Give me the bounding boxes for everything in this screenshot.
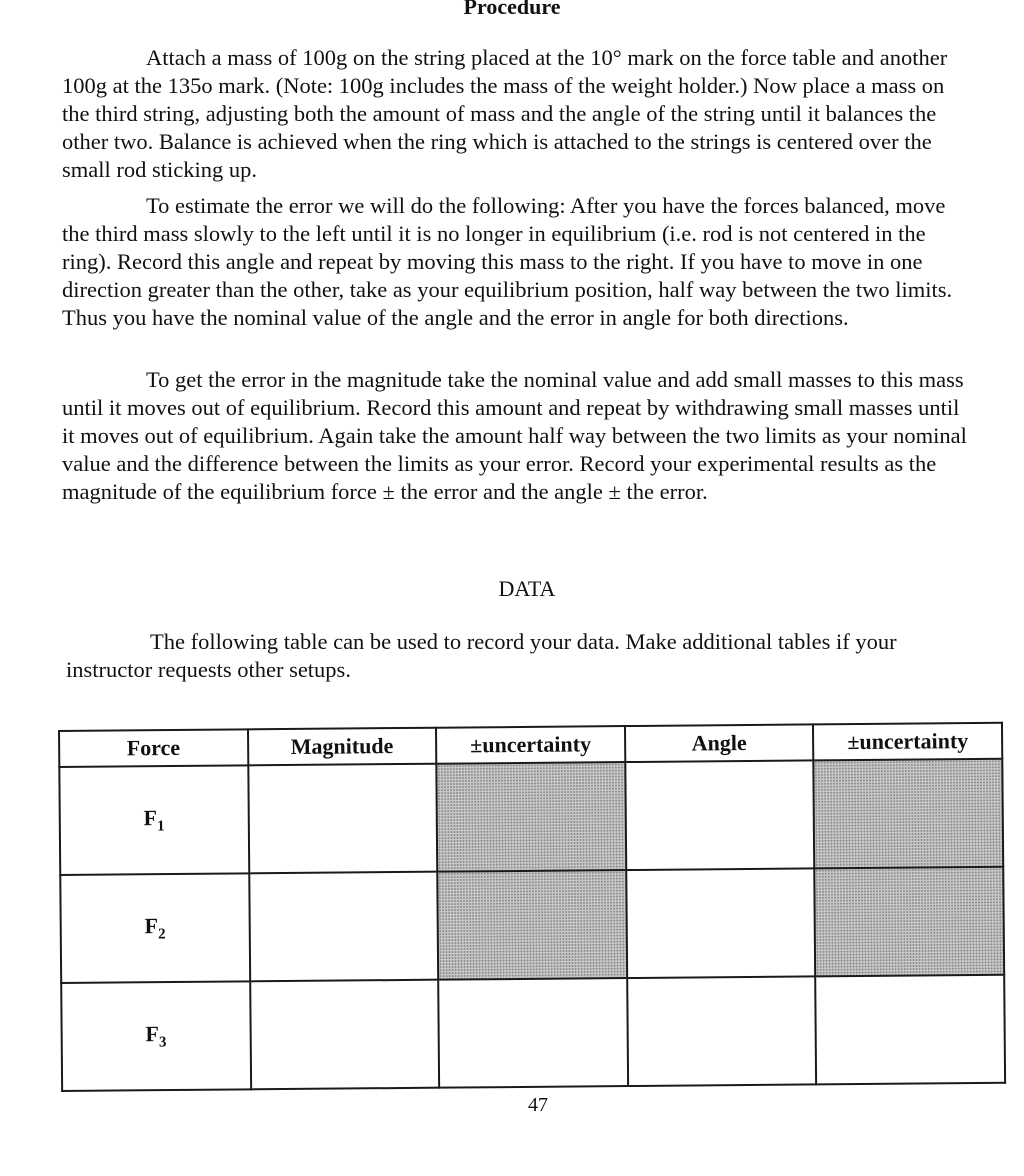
- magnitude-uncertainty-cell-shaded: [436, 762, 626, 872]
- header-force: Force: [59, 729, 248, 767]
- data-table: [58, 722, 1006, 1092]
- procedure-paragraph-3: [62, 366, 972, 506]
- force-subscript: 2: [157, 926, 166, 943]
- angle-uncertainty-cell[interactable]: [816, 975, 1006, 1085]
- header-magnitude-uncertainty: ±uncertainty: [436, 726, 625, 764]
- header-magnitude: Magnitude: [248, 728, 437, 766]
- force-cell-f3: [61, 981, 251, 1091]
- table-row: [61, 975, 1005, 1091]
- force-letter: F: [143, 804, 158, 831]
- table-row: [59, 759, 1003, 875]
- header-angle: Angle: [625, 724, 814, 762]
- procedure-paragraph-2: [62, 192, 972, 332]
- table-intro-paragraph: [66, 628, 976, 684]
- data-table-container: [58, 722, 1006, 1088]
- force-cell-f2: [60, 873, 250, 983]
- angle-uncertainty-cell-shaded: [814, 759, 1004, 869]
- table-row: [60, 867, 1004, 983]
- data-heading: DATA: [498, 576, 556, 601]
- magnitude-cell[interactable]: [248, 764, 438, 874]
- procedure-heading: Procedure: [463, 0, 561, 19]
- header-angle-uncertainty: ±uncertainty: [813, 723, 1002, 761]
- force-letter: F: [145, 1020, 160, 1047]
- magnitude-uncertainty-cell-shaded: [437, 870, 627, 980]
- procedure-paragraph-1: [62, 44, 972, 184]
- magnitude-cell[interactable]: [249, 872, 439, 982]
- paragraph-text: The following table can be used to record your data. Make additional tables if your instructor requests other setups.: [66, 629, 897, 682]
- paragraph-text: To estimate the error we will do the following: After you have the forces balanced, move the third mass slowly to the left until it is no longer in equilibrium (i.e. rod is not centered in the ring). Record this angle and repeat by moving this mass to the right. If you have to move in one direction greater than the other, take as your equilibrium position, half way between the two limits. Thus you have the nominal value of the angle and the error in angle for both directions.: [62, 193, 953, 330]
- magnitude-uncertainty-cell[interactable]: [438, 978, 628, 1088]
- angle-cell[interactable]: [627, 976, 817, 1086]
- angle-cell[interactable]: [625, 760, 815, 870]
- force-subscript: 3: [158, 1034, 167, 1051]
- paragraph-text: Attach a mass of 100g on the string placed at the 10° mark on the force table and another 100g at the 135o mark. (Note: 100g includes the mass of the weight holder.) Now place a mass on the third string, adjusting both the amount of mass and the angle of the string until it balances the other two. Balance is achieved when the ring which is attached to the strings is centered over the small rod sticking up.: [62, 45, 948, 182]
- angle-cell[interactable]: [626, 868, 816, 978]
- force-letter: F: [144, 912, 159, 939]
- angle-uncertainty-cell-shaded: [815, 867, 1005, 977]
- force-cell-f1: [59, 765, 249, 875]
- page-number: 47: [528, 1094, 548, 1116]
- force-subscript: 1: [157, 818, 165, 835]
- paragraph-text: To get the error in the magnitude take the nominal value and add small masses to this mass until it moves out of equilibrium. Record this amount and repeat by withdrawing small masses until it moves out of equilibrium. Again take the amount half way between the two limits as your nominal value and the difference between the limits as your error. Record your experimental results as the magnitude of the equilibrium force ± the error and the angle ± the error.: [62, 367, 967, 504]
- magnitude-cell[interactable]: [250, 980, 440, 1090]
